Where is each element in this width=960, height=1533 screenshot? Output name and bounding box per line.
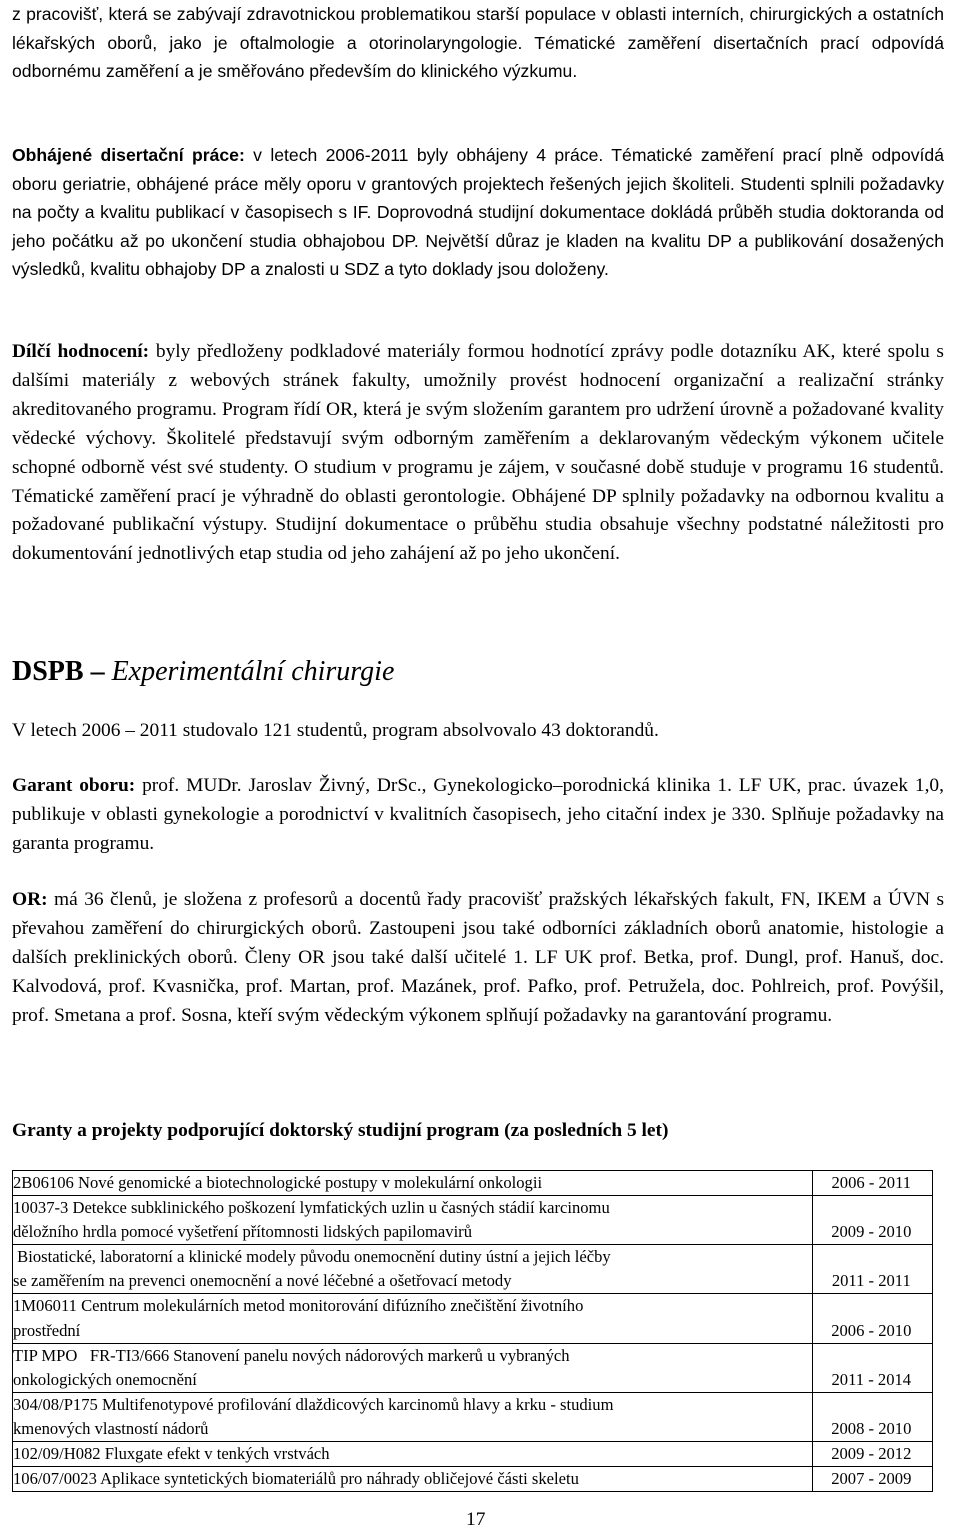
grant-name <box>13 1171 813 1196</box>
grant-name-line1: TIP MPO FR-TI3/666 Stanovení panelu nových nádorových markerů u vybraných <box>13 1345 570 1365</box>
grant-name-line1: Biostatické, laboratorní a klinické modely původu onemocnění dutiny ústní a jejich léčby <box>13 1247 611 1267</box>
section-heading <box>12 655 394 689</box>
grant-name <box>13 1467 813 1492</box>
board-text: má 36 členů, je složena z profesorů a docentů řady pracovišť pražských lékařských fakult, FN, IKEM a ÚVN s převahou zaměření do chirurgických oborů. Zastoupeni jsou také odborníci základních oborů anatomie, histologie a dalších preklinických oborů. Členy OR jsou také další učitelé 1. LF UK prof. Betka, prof. Dungl, prof. Hanuš, doc. Kalvodová, prof. Kvasnička, prof. Martan, prof. Mazánek, prof. Pafko, prof. Petružela, doc. Pohlreich, prof. Povýšil, prof. Smetana a prof. Sosna, kteří svým vědeckým výkonem splňují požadavky na garantování programu. <box>12 889 944 1026</box>
grant-name-line1: 1M06011 Centrum molekulárních metod monitorování difúzního znečištění životního <box>13 1296 584 1316</box>
grant-name <box>13 1294 813 1343</box>
grant-name-line1: 304/08/P175 Multifenotypové profilování dlaždicových karcinomů hlavy a krku - studium <box>13 1394 614 1414</box>
paragraph-intro <box>12 0 944 86</box>
grant-name <box>13 1392 813 1441</box>
defended-theses-label: Obhájené disertační práce: <box>12 145 245 165</box>
grant-row <box>13 1171 933 1196</box>
partial-evaluation-label: Dílčí hodnocení: <box>12 341 150 362</box>
grant-name <box>13 1442 813 1467</box>
grant-row <box>13 1442 933 1467</box>
grant-row <box>13 1343 933 1392</box>
grant-row <box>13 1196 933 1245</box>
paragraph-defended-theses <box>12 141 944 284</box>
paragraph-partial-evaluation <box>12 338 944 569</box>
grant-years: 2009 - 2012 <box>812 1442 932 1467</box>
grant-name-line2: onkologických onemocnění <box>13 1369 197 1389</box>
paragraph-intro-text: z pracovišť, která se zabývají zdravotnickou problematikou starší populace v oblasti interních, chirurgických a ostatních lékařských oborů, jako je oftalmologie a otorinolaryngologie. Tématické zaměření disertačních prací odpovídá odbornému zaměření a je směřováno především do klinického výzkumu. <box>12 4 944 82</box>
grant-name <box>13 1343 813 1392</box>
grant-name <box>13 1245 813 1294</box>
grant-row <box>13 1294 933 1343</box>
grant-years: 2011 - 2011 <box>812 1245 932 1294</box>
page-number: 17 <box>466 1509 486 1530</box>
paragraph-students <box>12 717 944 746</box>
section-code: DSPB <box>12 656 84 687</box>
guarantor-label: Garant oboru: <box>12 775 136 796</box>
grant-years: 2007 - 2009 <box>812 1467 932 1492</box>
grant-name <box>13 1196 813 1245</box>
paragraph-board <box>12 886 944 1031</box>
grant-years: 2006 - 2010 <box>812 1294 932 1343</box>
defended-theses-text: v letech 2006-2011 byly obhájeny 4 práce. Tématické zaměření prací plně odpovídá oboru geriatrie, obhájené práce měly oporu v grantových projektech řešených jejich školiteli. Studenti splnili požadavky na počty a kvalitu publikací v časopisech s IF. Doprovodná studijní dokumentace dokládá průběh studia doktoranda od jeho počátku až po ukončení studia obhajobou DP. Největší důraz je kladen na kvalitu DP a publikování dosažených výsledků, kvalitu obhajoby DP a znalosti u SDZ a tyto doklady jsou doloženy. <box>12 145 944 280</box>
grant-name-line2: kmenových vlastností nádorů <box>13 1418 209 1438</box>
grant-name-line1: 10037-3 Detekce subklinického poškození lymfatických uzlin u časných stádií karcinomu <box>13 1198 610 1218</box>
grant-name-line1: 2B06106 Nové genomické a biotechnologické postupy v molekulární onkologii <box>13 1173 543 1192</box>
grant-name-line2: děložního hrdla pomocé vyšetření přítomnosti lidských papilomavirů <box>13 1222 473 1242</box>
paragraph-guarantor <box>12 772 944 859</box>
grant-row <box>13 1467 933 1492</box>
students-text: V letech 2006 – 2011 studovalo 121 studentů, program absolvovalo 43 doktorandů. <box>12 720 659 741</box>
grant-row <box>13 1245 933 1294</box>
partial-evaluation-text: byly předloženy podkladové materiály formou hodnotící zprávy podle dotazníku AK, které spolu s dalšími materiály z webových stránek fakulty, umožnily provést hodnocení organizační a realizační stránky akreditovaného programu. Program řídí OR, která je svým složením garantem pro udržení úrovně a požadované kvality vědecké výchovy. Školitelé představují svým odborným zaměřením a deklarovaným vědeckým výkonem učitele schopné odborně vést své studenty. O studium v programu je zájem, v současné době studuje v programu 16 studentů. Tématické zaměření prací je výhradně do oblasti gerontologie. Obhájené DP splnily požadavky na odbornou kvalitu a požadované publikační výstupy. Studijní dokumentace o průběhu studia obsahuje všechny podstatné náležitosti pro dokumentování jednotlivých etap studia od jeho zahájení až po jeho ukončení. <box>12 341 944 565</box>
grant-name-line1: 102/09/H082 Fluxgate efekt v tenkých vrstvách <box>13 1444 330 1464</box>
grant-name-line1: 106/07/0023 Aplikace syntetických biomateriálů pro náhrady obličejové části skeletu <box>13 1469 579 1489</box>
grants-table <box>12 1170 933 1492</box>
grant-years: 2006 - 2011 <box>812 1171 932 1196</box>
guarantor-text: prof. MUDr. Jaroslav Živný, DrSc., Gynekologicko–porodnická klinika 1. LF UK, prac. úvazek 1,0, publikuje v oblasti gynekologie a porodnictví v kvalitních časopisech, jeho citační index je 330. Splňuje požadavky na garanta programu. <box>12 775 944 854</box>
grant-years: 2008 - 2010 <box>812 1392 932 1441</box>
board-label: OR: <box>12 889 48 910</box>
grants-table-body <box>13 1171 933 1492</box>
section-dash: – <box>83 656 112 687</box>
grant-years: 2011 - 2014 <box>812 1343 932 1392</box>
grant-years: 2009 - 2010 <box>812 1196 932 1245</box>
grant-name-line2: se zaměřením na prevenci onemocnění a nové léčebné a ošetřovací metody <box>13 1271 512 1291</box>
grants-title: Granty a projekty podporující doktorský studijní program (za posledních 5 let) <box>12 1120 669 1141</box>
grant-row <box>13 1392 933 1441</box>
section-title: Experimentální chirurgie <box>111 656 395 687</box>
grant-name-line2: prostřední <box>13 1320 81 1340</box>
